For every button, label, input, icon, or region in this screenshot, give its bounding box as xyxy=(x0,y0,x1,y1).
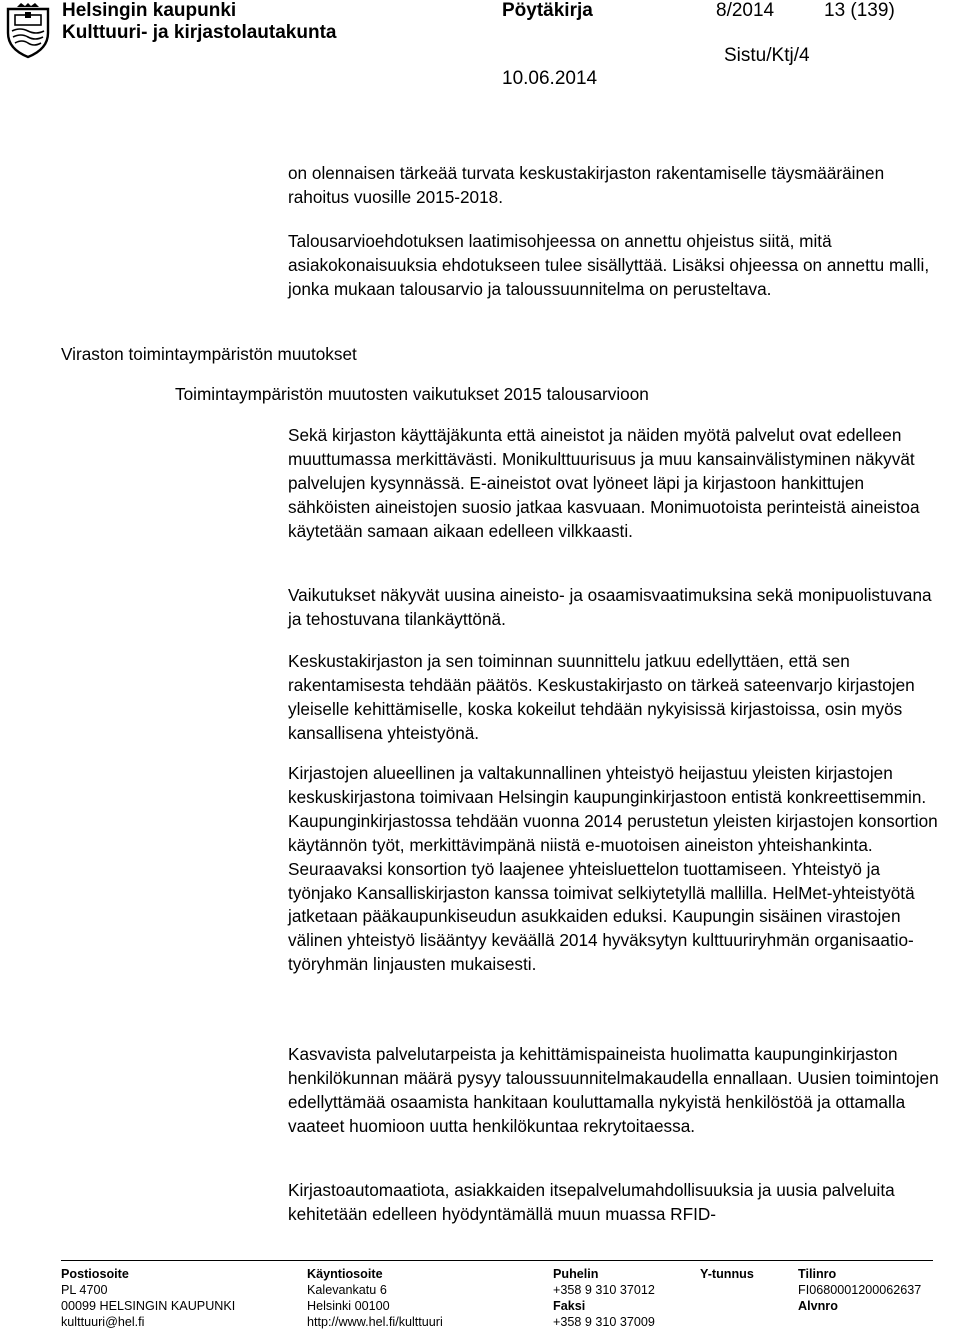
paragraph-5-text: Keskustakirjaston ja sen toiminnan suunnittelu jatkuu edellyttäen, että sen rakentamisesta tehdään päätös. Keskustakirjasto on tärkeä sateenvarjo kirjastojen yleiselle kehittämiselle, koska kokeilut tehdään nykyisissä kirjastoissa, osin myös kansallisena yhteistyönä. xyxy=(288,651,915,743)
footer-website-link[interactable]: http://www.hel.fi/kulttuuri xyxy=(307,1315,443,1329)
footer-postal-line: PL 4700 xyxy=(61,1283,108,1297)
footer-postal-line: 00099 HELSINGIN KAUPUNKI xyxy=(61,1299,236,1313)
paragraph-3-text: Sekä kirjaston käyttäjäkunta että aineistot ja näiden myötä palvelut ovat edelleen muuttumassa merkittävästi. Monikulttuurisuus ja muu kansainvälistyminen näkyvät palvelujen kysynnässä. E-aineistot ovat lyöneet läpi ja kirjastoon hankittujen sähköisten aineistojen suosio jatkaa kasvuaan. Monimuotoista perinteistä aineistoa käytetään samaan aikaan edelleen vilkkaasti. xyxy=(288,425,920,541)
footer-account xyxy=(798,1266,921,1314)
paragraph-7 xyxy=(288,1043,948,1139)
footer-phone xyxy=(553,1266,655,1330)
paragraph-2-text: Talousarvioehdotuksen laatimisohjeessa on annettu ohjeistus siitä, mitä asiakokonaisuuksia ehdotukseen tulee sisällyttää. Lisäksi ohjeessa on annettu malli, jonka mukaan talousarvio ja taloussuunnitelma on perusteltava. xyxy=(288,231,930,299)
paragraph-6-text: Kirjastojen alueellinen ja valtakunnallinen yhteistyö heijastuu yleisten kirjastojen keskuskirjastona toimivaan Helsingin kaupunginkirjastoon entistä konkreettisemmin. Kaupunginkirjastossa tehdään vuonna 2014 perustetun yleisten kirjastojen konsortion käytännön työt, merkittävimpänä niistä e-muotoisen aineiston yhteishankinta. Seuraavaksi konsortion työ laajenee yhteisluettelon tuottamiseen. Yhteistyö ja työnjako Kansalliskirjaston kanssa toimivat selkiytetyllä mallilla. HelMet-yhteistyötä jatketaan pääkaupunkiseudun asukkaiden eduksi. Kaupungin sisäinen virastojen välinen yhteistyö lisääntyy keväällä 2014 hyväksytyn kulttuuriryhmän organisaatio-työryhmän linjausten mukaisesti. xyxy=(288,763,938,975)
paragraph-3 xyxy=(288,424,948,544)
footer-postal-heading: Postiosoite xyxy=(61,1267,129,1281)
helsinki-coat-of-arms-logo xyxy=(3,3,53,59)
paragraph-4-text: Vaikutukset näkyvät uusina aineisto- ja osaamisvaatimuksina sekä monipuolistuvana ja tehostuvana tilankäyttönä. xyxy=(288,585,932,629)
footer-email-link[interactable]: kulttuuri@hel.fi xyxy=(61,1315,145,1329)
footer-visiting-heading: Käyntiosoite xyxy=(307,1267,383,1281)
header-board: Kulttuuri- ja kirjastolautakunta xyxy=(62,22,337,43)
header-date: 10.06.2014 xyxy=(502,68,598,89)
footer-postal xyxy=(61,1266,235,1330)
header-doc-number: 8/2014 xyxy=(716,0,775,21)
footer-divider xyxy=(61,1260,933,1261)
paragraph-7-text: Kasvavista palvelutarpeista ja kehittämispaineista huolimatta kaupunginkirjaston henkilökunnan määrä pysyy taloussuunnitelmakaudella ennallaan. Uusien toimintojen edellyttämää osaamista hankitaan kouluttamalla nykyistä henkilöstöä ja ottamalla vaateet huomioon uutta henkilökuntaa rekrytoitaessa. xyxy=(288,1044,939,1136)
paragraph-8-text: Kirjastoautomaatiota, asiakkaiden itsepalvelumahdollisuuksia ja uusia palveluita kehitetään edelleen hyödyntämällä muun muassa RFID- xyxy=(288,1180,895,1224)
paragraph-1 xyxy=(288,162,948,210)
paragraph-5 xyxy=(288,650,948,746)
footer-vat-heading: Alvnro xyxy=(798,1299,838,1313)
paragraph-4 xyxy=(288,584,948,632)
sub-heading: Toimintaympäristön muutosten vaikutukset 2015 talousarvioon xyxy=(175,384,649,404)
footer-fax-number: +358 9 310 37009 xyxy=(553,1315,655,1329)
header-section-ref: Sistu/Ktj/4 xyxy=(724,45,810,66)
footer-phone-heading: Puhelin xyxy=(553,1267,599,1281)
header-org: Helsingin kaupunki xyxy=(62,0,237,21)
footer-phone-number: +358 9 310 37012 xyxy=(553,1283,655,1297)
paragraph-6 xyxy=(288,762,948,977)
footer-visiting-line: Kalevankatu 6 xyxy=(307,1283,387,1297)
paragraph-1-text: on olennaisen tärkeää turvata keskustakirjaston rakentamiselle täysmääräinen rahoitus vuosille 2015-2018. xyxy=(288,163,885,207)
paragraph-2 xyxy=(288,230,948,302)
footer-business-id-heading: Y-tunnus xyxy=(700,1267,754,1281)
footer-visiting-line: Helsinki 00100 xyxy=(307,1299,390,1313)
header-page: 13 (139) xyxy=(824,0,895,21)
side-heading: Viraston toimintaympäristön muutokset xyxy=(61,344,357,364)
footer-account-heading: Tilinro xyxy=(798,1267,837,1281)
footer-business-id xyxy=(700,1266,754,1282)
footer-fax-heading: Faksi xyxy=(553,1299,586,1313)
footer-account-number: FI0680001200062637 xyxy=(798,1283,922,1297)
header-doc-type: Pöytäkirja xyxy=(502,0,593,21)
paragraph-8 xyxy=(288,1179,948,1227)
footer-visiting xyxy=(307,1266,443,1330)
